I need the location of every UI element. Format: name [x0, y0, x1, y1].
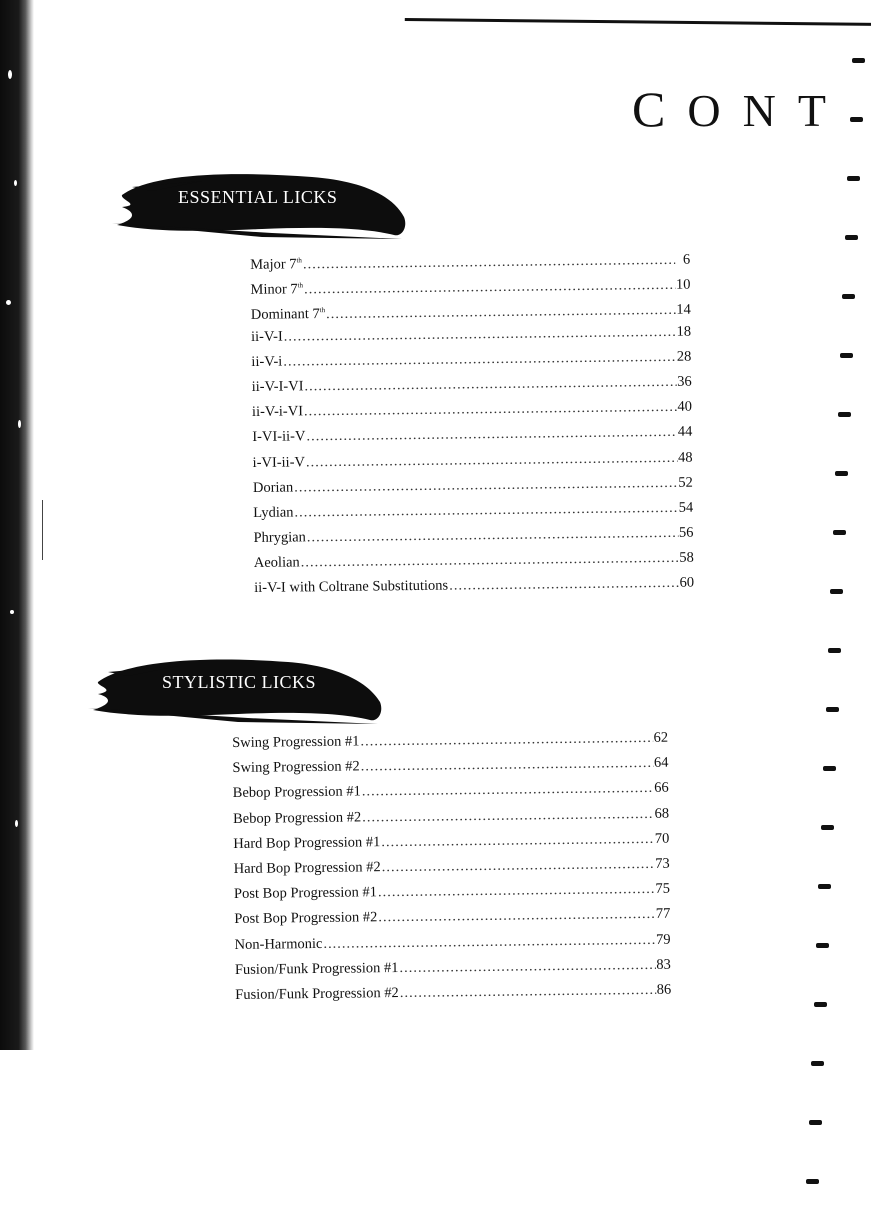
margin-dash [842, 294, 855, 299]
dot-leader [360, 726, 652, 755]
toc-entry-page-number: 60 [679, 575, 695, 592]
margin-dash [830, 589, 843, 594]
dot-leader [361, 751, 653, 780]
toc-entry-title-text: ii-V-i [251, 353, 283, 370]
toc-entry-page-number: 68 [654, 805, 670, 822]
toc-entry-title [235, 981, 399, 1008]
dot-leader [381, 827, 654, 856]
toc-entry-title-text: Hard Bop Progression #2 [233, 859, 381, 877]
margin-dash [845, 235, 858, 240]
toc-entry-title [252, 425, 305, 451]
toc-entry-page-number: 14 [676, 301, 691, 318]
margin-dash [840, 353, 853, 358]
toc-entry-title [234, 880, 377, 907]
toc-entry-title-text: Lydian [253, 504, 294, 521]
margin-dash [833, 530, 846, 535]
dot-leader [378, 877, 655, 906]
toc-entry-page-number: 86 [656, 981, 672, 998]
margin-dash [847, 176, 860, 181]
toc-entry-title [251, 349, 282, 375]
toc-entry-page-number: 73 [655, 855, 670, 872]
toc-list-stylistic [232, 726, 671, 1008]
toc-entry-title-text: Major 7 [250, 256, 297, 273]
margin-dash [811, 1061, 824, 1066]
toc-entry-page-number: 40 [677, 398, 693, 415]
toc-entry-title [253, 475, 294, 501]
margin-dash [850, 117, 863, 122]
toc-entry-title-text: Non-Harmonic [234, 935, 323, 953]
toc-entry-title-text: ii-V-I with Coltrane Substitutions [254, 578, 449, 597]
dot-leader [362, 801, 654, 830]
toc-entry-title-text: Minor 7 [250, 281, 298, 299]
toc-entry-page-number: 64 [653, 754, 669, 772]
toc-entry-title-text: Fusion/Funk Progression #2 [235, 984, 399, 1003]
title-letter: T [797, 85, 848, 136]
toc-entry[interactable] [235, 978, 671, 1009]
toc-entry-superscript: th [297, 281, 304, 290]
dot-leader [378, 902, 655, 931]
margin-dash [826, 707, 839, 712]
toc-entry-page-number: 75 [655, 880, 671, 897]
toc-entry-page-number: 83 [656, 956, 671, 973]
toc-entry-page-number: 36 [677, 373, 692, 390]
toc-entry-page-number: 10 [675, 276, 691, 293]
toc-entry-title [234, 931, 322, 957]
toc-entry-title-text: Dominant 7 [250, 306, 320, 324]
toc-entry-title [253, 525, 306, 551]
toc-entry-title [254, 574, 448, 602]
toc-entry-superscript: th [319, 306, 326, 315]
margin-dash [816, 943, 829, 948]
toc-entry[interactable] [250, 244, 690, 275]
toc-entry-title [251, 324, 283, 350]
toc-entry-title-text: Aeolian [253, 554, 300, 572]
toc-entry-page-number: 6 [682, 251, 691, 268]
toc-entry-title-text: Bebop Progression #2 [232, 808, 362, 827]
title-letter: C [632, 81, 688, 137]
margin-dash [835, 471, 848, 476]
section-banner-stylistic [88, 650, 388, 730]
toc-entry-title-text: Post Bop Progression #1 [233, 884, 378, 903]
dot-leader [400, 978, 656, 1006]
toc-entry-title-text: Fusion/Funk Progression #1 [234, 959, 399, 978]
toc-entry-page-number: 77 [655, 905, 671, 923]
toc-entry-title-text: ii-V-I-VI [251, 378, 304, 395]
toc-entry-title [234, 906, 377, 933]
toc-entry-title-text: Post Bop Progression #2 [234, 909, 378, 928]
toc-entry-title-text: Swing Progression #2 [232, 758, 360, 777]
toc-entry-title [235, 956, 399, 983]
toc-entry-title-text: Swing Progression #1 [232, 733, 360, 751]
margin-dash [838, 412, 851, 417]
toc-entry-title-text: Bebop Progression #1 [232, 783, 361, 802]
dot-leader [399, 953, 655, 981]
toc-entry-title [233, 805, 361, 832]
dot-leader [382, 852, 655, 881]
toc-entry-title [233, 830, 380, 857]
toc-entry-title [233, 780, 361, 807]
margin-dash [814, 1002, 827, 1007]
toc-entry-page-number: 70 [654, 830, 670, 847]
toc-entry-title-text: i-VI-ii-V [252, 453, 306, 471]
toc-list-essential [250, 244, 694, 602]
toc-entry-page-number: 62 [653, 729, 669, 746]
toc-entry-page-number: 54 [678, 499, 694, 516]
toc-entry-page-number: 52 [678, 474, 693, 491]
toc-entry-title-text: ii-V-i-VI [251, 403, 304, 421]
margin-dash [806, 1179, 819, 1184]
toc-entry-title-text: Dorian [252, 479, 294, 496]
toc-entry-title-text: I-VI-ii-V [252, 428, 306, 446]
toc-entry-title [253, 500, 294, 526]
margin-dash [818, 884, 831, 889]
toc-entry-title-text: Hard Bop Progression #1 [233, 833, 381, 852]
section-banner-essential [112, 165, 412, 245]
section-label: STYLISTIC LICKS [162, 672, 317, 692]
page-title [632, 80, 848, 138]
toc-entry-title-text: ii-V-I [250, 328, 283, 345]
toc-entry-page-number: 58 [679, 549, 694, 567]
toc-entry[interactable] [254, 571, 694, 602]
toc-entry-page-number: 56 [678, 524, 694, 541]
toc-entry-title [254, 551, 300, 577]
toc-entry-page-number: 79 [655, 931, 671, 948]
dot-leader [362, 776, 654, 805]
top-rule [405, 0, 871, 26]
margin-dash [828, 648, 841, 653]
toc-entry-title-text: Phrygian [253, 529, 306, 547]
toc-entry-page-number: 44 [677, 423, 693, 441]
toc-entry-page-number: 18 [676, 323, 692, 340]
toc-entry-title [252, 374, 304, 400]
toc-entry-title [252, 399, 303, 425]
title-letter: N [742, 85, 798, 136]
margin-dash [809, 1120, 822, 1125]
toc-entry-title [232, 755, 360, 782]
margin-dash [821, 825, 834, 830]
toc-entry-superscript: th [296, 256, 302, 265]
toc-entry-title [252, 450, 305, 476]
section-label: ESSENTIAL LICKS [178, 187, 338, 207]
title-letter: O [687, 85, 743, 136]
toc-entry-page-number: 66 [654, 780, 669, 797]
dot-leader [449, 571, 679, 599]
page-edge-line [42, 500, 43, 560]
margin-dash [852, 58, 865, 63]
toc-entry-title [232, 729, 360, 756]
book-binding-shadow [0, 0, 34, 1050]
toc-entry-page-number: 48 [677, 449, 693, 466]
toc-entry-page-number: 28 [676, 348, 692, 365]
margin-dash [823, 766, 836, 771]
toc-entry-title [234, 855, 381, 882]
